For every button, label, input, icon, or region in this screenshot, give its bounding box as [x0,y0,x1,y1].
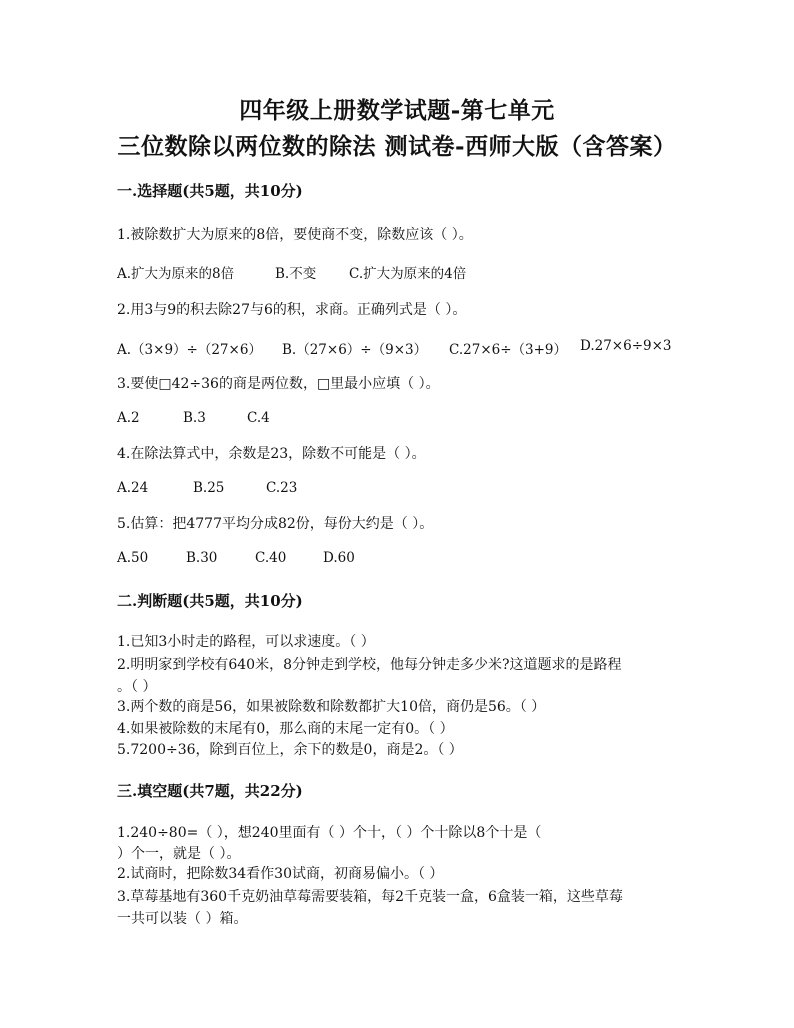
option: C.4 [247,410,270,426]
option: D.60 [323,550,355,566]
fill-line: 2.试商时，把除数34看作30试商，初商易偏小。（ ） [117,866,444,882]
judge-line: 5.7200÷36，除到百位上，余下的数是0，商是2。（ ） [117,742,463,758]
option: C.40 [255,550,287,566]
judge-line: 1.已知3小时走的路程，可以求速度。（ ） [117,634,375,650]
option: C.23 [266,480,298,496]
section-heading-choice: 一.选择题(共5题，共10分) [117,182,303,200]
judge-line: 2.明明家到学校有640米，8分钟走到学校，他每分钟走多少米?这道题求的是路程 [117,657,622,673]
option: A.50 [117,550,149,566]
question-stem: 5.估算：把4777平均分成82份，每份大约是（ ）。 [117,516,434,532]
fill-line: ）个一，就是（ ）。 [117,846,241,862]
fill-line: 3.草莓基地有360千克奶油草莓需要装箱，每2千克装一盒，6盒装一箱，这些草莓 [117,889,623,905]
option: B.3 [183,410,206,426]
option: D.27×6÷9×3 [580,338,672,354]
option: C.27×6÷（3+9） [449,342,568,358]
section-heading-judge: 二.判断题(共5题，共10分) [117,592,303,610]
option: B.30 [186,550,218,566]
judge-line: 4.如果被除数的末尾有0，那么商的末尾一定有0。（ ） [117,721,454,737]
option: B.25 [193,480,225,496]
question-stem: 3.要使□42÷36的商是两位数，□里最小应填（ ）。 [117,376,440,392]
option: A.（3×9）÷（27×6） [117,342,262,358]
option: B.不变 [275,266,317,282]
fill-line: 1.240÷80=（ ），想240里面有（ ）个十，（ ）个十除以8个十是（ [117,825,542,841]
fill-line: 一共可以装（ ）箱。 [117,911,248,927]
option: B.（27×6）÷（9×3） [282,342,428,358]
option: A.24 [117,480,149,496]
option: A.2 [117,410,140,426]
question-stem: 4.在除法算式中，余数是23，除数不可能是（ ）。 [117,446,426,462]
judge-line: 。（ ） [117,679,157,695]
title-line-2: 三位数除以两位数的除法 测试卷-西师大版（含答案） [117,133,677,160]
question-stem: 2.用3与9的积去除27与6的积，求商。正确列式是（ ）。 [117,302,467,318]
judge-line: 3.两个数的商是56，如果被除数和除数都扩大10倍，商仍是56。（ ） [117,699,546,715]
question-stem: 1.被除数扩大为原来的8倍，要使商不变，除数应该（ ）。 [117,227,473,243]
title-line-1: 四年级上册数学试题-第七单元 [239,97,555,124]
option: C.扩大为原来的4倍 [349,266,467,282]
section-heading-fill: 三.填空题(共7题，共22分) [117,782,303,800]
option: A.扩大为原来的8倍 [117,266,235,282]
